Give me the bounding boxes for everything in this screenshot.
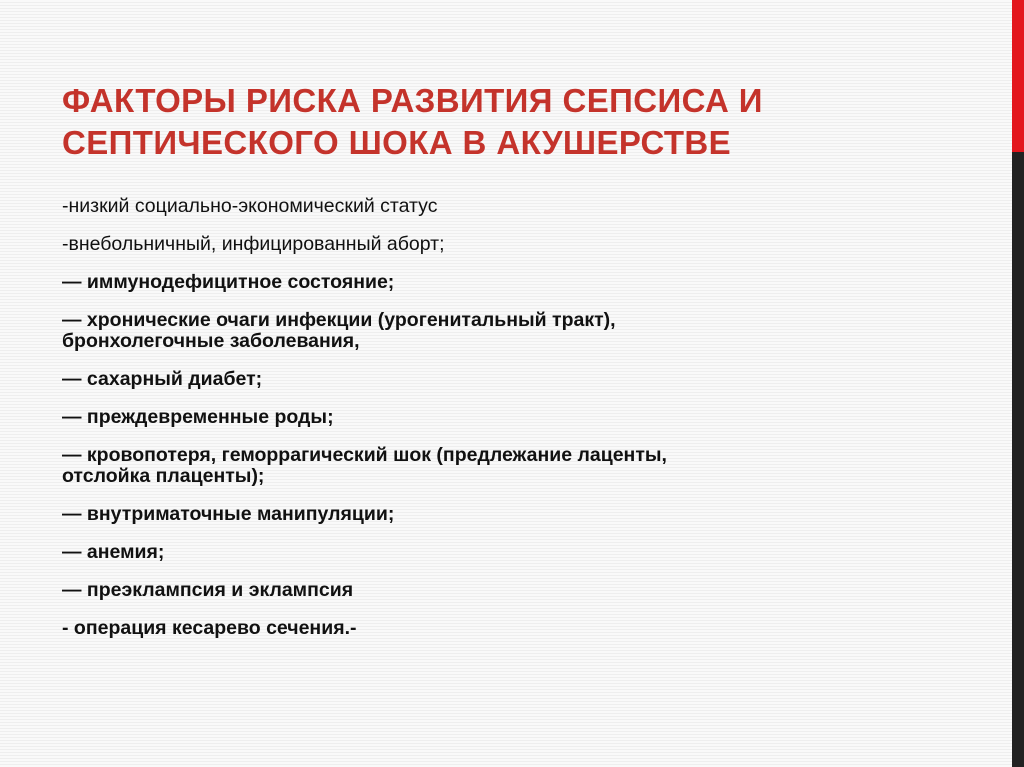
list-item: -внебольничный, инфицированный аборт;: [62, 233, 445, 255]
list-item: - операция кесарево сечения.-: [62, 617, 357, 639]
list-item: — анемия;: [62, 541, 165, 563]
list-item: -низкий социально-экономический статус: [62, 195, 438, 217]
list-item: — хронические очаги инфекции (урогенитальный тракт), бронхолегочные заболевания,: [62, 309, 616, 352]
accent-bar-bottom: [1012, 152, 1024, 767]
list-item: — иммунодефицитное состояние;: [62, 271, 395, 293]
list-item: — сахарный диабет;: [62, 368, 263, 390]
slide-title: ФАКТОРЫ РИСКА РАЗВИТИЯ СЕПСИСА И СЕПТИЧЕСКОГО ШОКА В АКУШЕРСТВЕ: [62, 82, 763, 161]
list-item: — кровопотеря, геморрагический шок (предлежание лаценты, отслойка плаценты);: [62, 444, 667, 487]
risk-factor-list: [62, 196, 942, 656]
list-item: — преэклампсия и эклампсия: [62, 579, 354, 601]
list-item: — преждевременные роды;: [62, 406, 334, 428]
list-item: — внутриматочные манипуляции;: [62, 503, 395, 525]
accent-bar-top: [1012, 0, 1024, 152]
